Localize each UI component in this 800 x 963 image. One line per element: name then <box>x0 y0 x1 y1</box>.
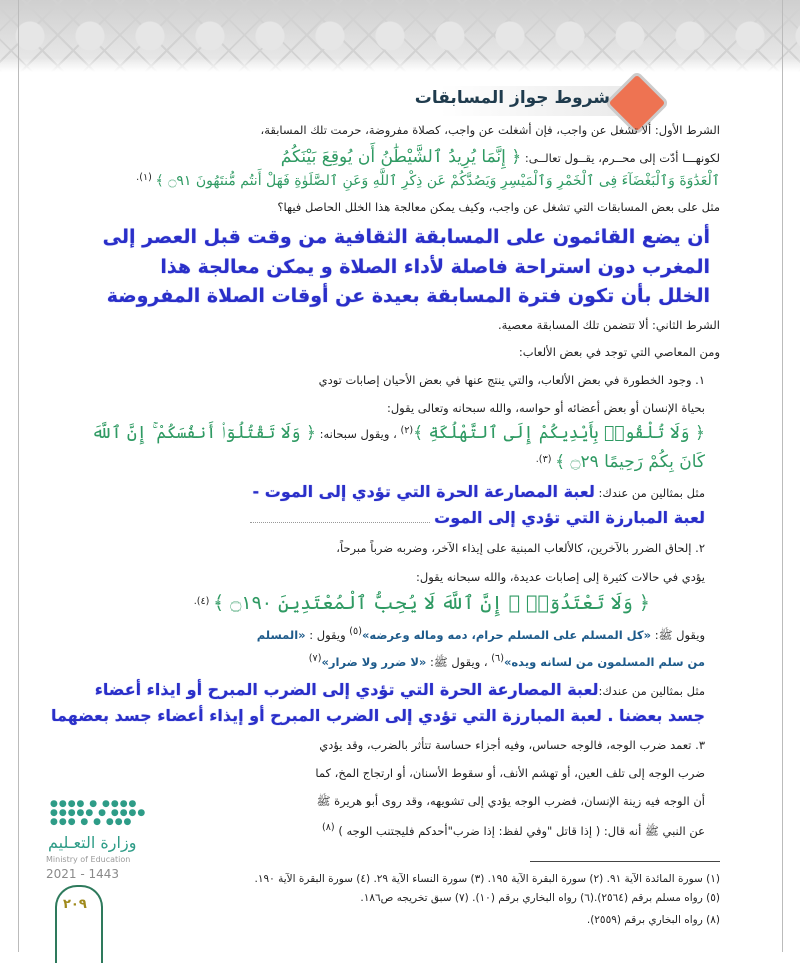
item1-line1: ١. وجود الخطورة في بعض الألعاب، والتي ينتج عنها في بعض الأحيان إصابات تودي <box>318 373 705 387</box>
quran-verse: ﴿ إِنَّمَا يُرِيدُ ٱلشَّيْطَٰنُ أَن يُوقِعَ بَيْنَكُمُ <box>280 147 522 167</box>
item3-line: ٣. تعمد ضرب الوجه، فالوجه حساس، وفيه أجزاء حساسة تتأثر بالضرب، وقد يؤدي <box>319 738 705 752</box>
cond2-line1: الشرط الثاني: ألا تتضمن تلك المسابقة معصية. <box>498 318 720 332</box>
example2-line2: جسد بعضنا . لعبة المبارزة التي تؤدي إلى الضرب المبرح أو إيذاء أعضاء جسد بعضهما <box>50 706 705 725</box>
quran-line <box>92 422 705 443</box>
page-edge-right <box>782 0 783 952</box>
cond1-quran-line <box>136 172 720 189</box>
quran-prefix: ، ويقول سبحانه: <box>319 427 397 441</box>
example-label: مثل بمثالين من عندك: <box>598 684 705 698</box>
cond2-line2: ومن المعاصي التي توجد في بعض الألعاب: <box>518 345 720 359</box>
hadith-prefix: ويقول : <box>309 627 346 642</box>
footnote-ref: (٨) <box>322 822 335 833</box>
ministry-name-arabic: وزارة التعـليم <box>48 833 137 852</box>
footnote-ref: (٦) <box>491 653 504 664</box>
item3-line: ضرب الوجه إلى تلف العين، أو تهشم الأنف، أو سقوط الأسنان، أو ارتجاج المخ، كما <box>315 766 705 780</box>
example-label: مثل بمثالين من عندك: <box>598 486 705 500</box>
cond1-line2 <box>281 146 720 167</box>
footnote-ref: (٤). <box>193 596 210 608</box>
quran-verse: ﴿ وَلَا تُلْقُوا۟ بِأَيْدِيكُمْ إِلَى ٱلتَّهْلُكَةِ ﴾ <box>413 423 705 443</box>
item3-text: عن النبي ﷺ أنه قال: ( إذا قاتل "وفي لفظ: إذا ضرب"أحدكم فليجتنب الوجه ) <box>338 823 705 838</box>
item3-line: أن الوجه فيه زينة الإنسان، فضرب الوجه يؤدي إلى تشويهه، وقد روى أبو هريرة ﷺ <box>316 794 705 808</box>
quran-line <box>536 451 705 472</box>
quran-verse: ٱلْعَدَٰوَةَ وَٱلْبَغْضَآءَ فِى ٱلْخَمْرِ وَٱلْمَيْسِرِ وَيَصُدَّكُمْ عَن ذِكْرِ ٱللَّهِ وَعَنِ ٱلصَّلَوٰةِ فَهَلْ أَنتُم مُّنتَهُونَ ۝٩١ ﴾ <box>155 172 720 189</box>
hadith-prefix: ، ويقول ﷺ: <box>429 654 488 669</box>
hadith-text: «كل المسلم على المسلم حرام، دمه وماله وعرضه» <box>361 627 652 642</box>
answer-text: لعبة المصارعة الحرة التي تؤدي إلى الضرب المبرح أو ايذاء أعضاء <box>94 680 599 699</box>
cond1-line2-prefix: لكونهـــا أدّت إلى محــرم، يقــول تعالــى: <box>524 151 720 165</box>
decorative-header-pattern <box>0 0 800 72</box>
answer-line: المغرب دون استراحة فاصلة لأداء الصلاة و يمكن معالجة هذا <box>160 256 710 278</box>
footnote-divider <box>530 861 720 862</box>
answer-line: الخلل بأن تكون فترة المسابقة بعيدة عن أوقات الصلاة المفروضة <box>106 285 710 307</box>
answer-text: لعبة المصارعة الحرة التي تؤدي إلى الموت - <box>252 482 595 501</box>
footnote-ref: (٥) <box>349 626 362 637</box>
cond1-line1: الشرط الأول: ألا تشغل عن واجب، فإن أشغلت عن واجب، كصلاة مفروضة، حرمت تلك المسابقة، <box>260 123 720 137</box>
footnote-ref: (٣). <box>535 454 552 466</box>
page-edge-left <box>18 0 19 952</box>
cond1-question: مثل على بعض المسابقات التي تشغل عن واجب، وكيف يمكن معالجة هذا الخلل الحاصل فيها؟ <box>277 200 720 214</box>
hadith-text: من سلم المسلمون من لسانه ويده» <box>503 654 705 669</box>
hadith-line2 <box>309 653 705 672</box>
footnote-ref: (٧) <box>308 653 322 664</box>
dotted-answer-line <box>250 522 430 523</box>
hadith-prefix: ويقول ﷺ: <box>654 627 705 642</box>
ministry-year: 2021 - 1443 <box>46 867 120 881</box>
footnote-line: (١) سورة المائدة الآية ٩١. (٢) سورة البقرة الآية ١٩٥. (٣) سورة النساء الآية ٢٩. (٤) سورة البقرة الآية ١٩٠. <box>254 873 720 885</box>
quran-verse: ﴿ وَلَا تَعْتَدُوٓا۟ ۚ إِنَّ ٱللَّهَ لَا يُحِبُّ ٱلْمُعْتَدِينَ ۝١٩٠ ﴾ <box>213 592 650 614</box>
item1-line2: بحياة الإنسان أو بعض أعضائه أو حواسه، والله سبحانه وتعالى يقول: <box>386 401 705 415</box>
quran-line <box>194 592 650 614</box>
footnote-ref: (٢) <box>400 425 414 437</box>
hadith-line1 <box>257 626 705 645</box>
example1-line2 <box>250 508 705 527</box>
answer-text: لعبة المبارزة التي تؤدي إلى الموت <box>434 508 705 527</box>
quran-verse: ﴿ وَلَا تَقْتُلُوٓا۟ أَنفُسَكُمْ ۚ إِنَّ ٱللَّهَ <box>91 423 316 443</box>
ministry-logo-icon: ●●●● ● ●●●● ●●●●● ● ●●●● ●●● ● ● ●●● <box>50 799 147 827</box>
hadith-text: «لا ضرر ولا ضرار» <box>321 654 427 669</box>
section-title: شروط جواز المسابقات <box>414 88 610 108</box>
page-number: ٢٠٩ <box>63 897 87 912</box>
item2-line2: يؤدي في حالات كثيرة إلى إصابات عديدة، والله سبحانه يقول: <box>416 570 705 584</box>
quran-verse: كَانَ بِكُمْ رَحِيمًا ۝٢٩ ﴾ <box>555 452 705 472</box>
answer-line: أن يضع القائمون على المسابقة الثقافية من وقت قبل العصر إلى <box>102 226 710 248</box>
item2-line1: ٢. إلحاق الضرر بالآخرين، كالألعاب المبنية على إيذاء الآخر، وضربه ضرباً مبرحاً، <box>336 541 705 555</box>
example1-line1 <box>253 482 705 501</box>
footnote-ref: (١). <box>136 172 152 183</box>
ministry-name-english: Ministry of Education <box>46 855 131 864</box>
example2-line1 <box>95 680 705 699</box>
footnote-line: (٨) رواه البخاري برقم (٢٥٥٩). <box>586 914 720 926</box>
hadith-text: «المسلم <box>256 627 306 642</box>
footnote-line: (٥) رواه مسلم برقم (٢٥٦٤).(٦) رواه البخاري برقم (١٠). (٧) سبق تخريجه ص١٨٦. <box>360 892 720 904</box>
item3-line <box>322 822 705 841</box>
